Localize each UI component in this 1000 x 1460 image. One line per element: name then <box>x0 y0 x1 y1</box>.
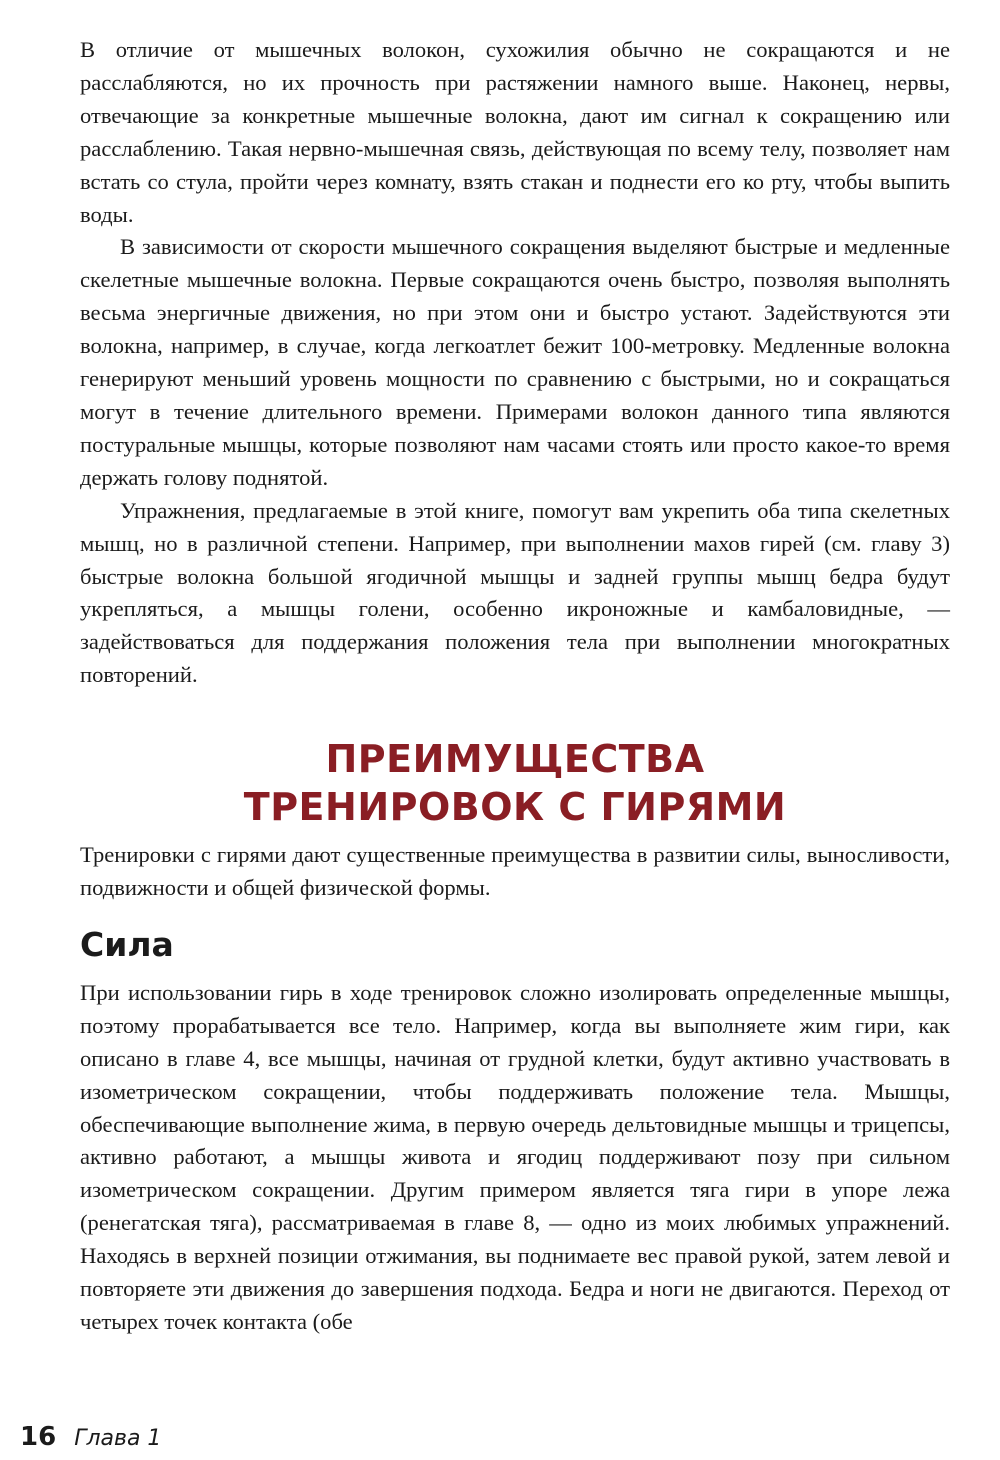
body-paragraph: В зависимости от скорости мышечного сокращения выделяют быстрые и медленные скелетные мышечные волокна. Первые сокращаются очень быстро, позволяя выполнять весьма энергичные движения, но при этом они и быстро устают. Задействуются эти волокна, например, в случае, когда легкоатлет бежит 100-метровку. Медленные волокна генерируют меньший уровень мощности по сравнению с быстрыми, но и сокращаться могут в течение длительного времени. Примерами волокон данного типа являются постуральные мышцы, которые позволяют нам часами стоять или просто какое-то время держать голову поднятой. <box>80 234 950 490</box>
section-heading <box>80 735 950 831</box>
subsection-heading: Сила <box>80 924 174 964</box>
section-intro-paragraph: Тренировки с гирями дают существенные преимущества в развитии силы, выносливости, подвижности и общей физической формы. <box>80 842 950 901</box>
running-footer-chapter: Глава 1 <box>74 1426 162 1451</box>
section-heading-line: ПРЕИМУЩЕСТВА <box>325 737 705 782</box>
page-footer <box>20 1422 161 1454</box>
section-heading-line: ТРЕНИРОВОК С ГИРЯМИ <box>243 785 787 830</box>
body-paragraph: При использовании гирь в ходе тренировок сложно изолировать определенные мышцы, поэтому прорабатывается все тело. Например, когда вы выполняете жим гири, как описано в главе 4, все мышцы, начиная от грудной клетки, будут активно участвовать в изометрическом сокращении, чтобы поддерживать положение тела. Мышцы, обеспечивающие выполнение жима, в первую очередь дельтовидные мышцы и трицепсы, активно работают, а мышцы живота и ягодиц поддерживают позу при сильном изометрическом сокращении. Другим примером является тяга гири в упоре лежа (ренегатская тяга), рассматриваемая в главе 8, — одно из моих любимых упражнений. Находясь в верхней позиции отжимания, вы поднимаете вес правой рукой, затем левой и повторяете эти движения до завершения подхода. Бедра и ноги не двигаются. Переход от четырех точек контакта (обе <box>80 979 950 1334</box>
page-number: 16 <box>20 1422 57 1452</box>
body-paragraph: Упражнения, предлагаемые в этой книге, помогут вам укрепить оба типа скелетных мышц, но в различной степени. Например, при выполнении махов гирей (см. главу 3) быстрые волокна большой ягодичной мышцы и задней группы мышц бедра будут укрепляться, а мышцы голени, особенно икроножные и камбаловидные, — задействоваться для поддержания положения тела при выполнении многократных повторений. <box>80 497 950 688</box>
body-paragraph: В отличие от мышечных волокон, сухожилия обычно не сокращаются и не расслабляются, но их прочность при растяжении намного выше. Наконец, нервы, отвечающие за конкретные мышечные волокна, дают им сигнал к сокращению или расслаблению. Такая нервно-мышечная связь, действующая по всему телу, позволяет нам встать со стула, пройти через комнату, взять стакан и поднести его ко рту, чтобы выпить воды. <box>80 37 950 227</box>
page-body <box>80 34 950 1339</box>
